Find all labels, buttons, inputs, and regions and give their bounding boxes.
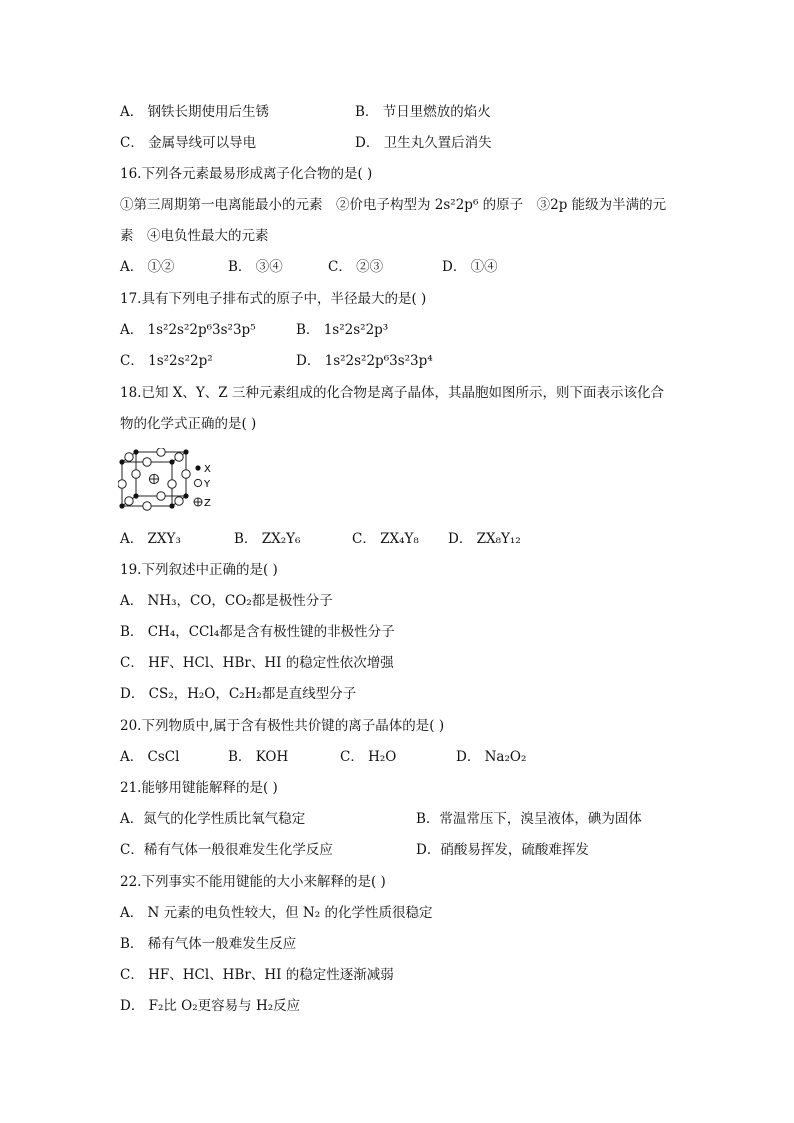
- q16-condition-line1: ①第三周期第一电离能最小的元素 ②价电子构型为 2s²2p⁶ 的原子 ③2p 能级为半满的元: [120, 197, 667, 213]
- q22-option-c: C． HF、HCl、HBr、HI 的稳定性逐渐减弱: [120, 967, 394, 983]
- q16-option-a: A． ①②: [120, 259, 175, 275]
- q21-option-a: A．氮气的化学性质比氧气稳定: [120, 811, 306, 827]
- legend-y-marker: [194, 479, 201, 486]
- q17-option-a: A． 1s²2s²2p⁶3s²3p⁵: [120, 322, 256, 338]
- q21-option-b: B．常温常压下，溴呈液体，碘为固体: [416, 811, 642, 827]
- q18-option-b: B． ZX₂Y₆: [234, 531, 301, 547]
- q15-option-d: D． 卫生丸久置后消失: [355, 135, 492, 151]
- q22-option-b: B． 稀有气体一般难发生反应: [120, 936, 297, 952]
- q18-option-d: D． ZX₈Y₁₂: [448, 531, 521, 547]
- q15-option-b: B． 节日里燃放的焰火: [355, 104, 491, 120]
- q21-option-c: C．稀有气体一般很难发生化学反应: [120, 842, 333, 858]
- q15-option-c: C． 金属导线可以导电: [120, 135, 257, 151]
- q18-option-c: C． ZX₄Y₈: [352, 531, 419, 547]
- q18-option-a: A． ZXY₃: [120, 531, 181, 547]
- q17-option-c: C． 1s²2s²2p²: [120, 353, 213, 369]
- q15-option-a: A． 钢铁长期使用后生锈: [120, 104, 270, 120]
- q20-option-a: A． CsCl: [120, 749, 180, 765]
- q17-option-d: D． 1s²2s²2p⁶3s²3p⁴: [296, 353, 433, 369]
- q22-stem: 22.下列事实不能用键能的大小来解释的是( ): [120, 874, 386, 890]
- legend-y-label: Y: [204, 479, 211, 490]
- q20-option-c: C． H₂O: [340, 749, 397, 765]
- q19-option-d: D． CS₂，H₂O，C₂H₂都是直线型分子: [120, 686, 357, 702]
- q16-option-b: B． ③④: [228, 259, 283, 275]
- q21-option-d: D．硝酸易挥发，硫酸难挥发: [416, 842, 589, 858]
- q18-stem-line1: 18.已知 X、Y、Z 三种元素组成的化合物是离子晶体，其晶胞如图所示，则下面表示该化合: [120, 385, 664, 401]
- legend-x-label: X: [204, 464, 211, 475]
- z-atom: [149, 474, 158, 483]
- crystal-cell-diagram: [118, 448, 228, 514]
- q17-option-b: B． 1s²2s²2p³: [296, 322, 389, 338]
- q20-stem: 20.下列物质中,属于含有极性共价键的离子晶体的是( ): [120, 718, 445, 734]
- q19-option-c: C． HF、HCl、HBr、HI 的稳定性依次增强: [120, 655, 394, 671]
- q22-option-d: D． F₂比 O₂更容易与 H₂反应: [120, 998, 301, 1014]
- q16-option-d: D． ①④: [442, 259, 498, 275]
- legend-x-marker: [195, 465, 200, 470]
- q19-stem: 19.下列叙述中正确的是( ): [120, 562, 278, 578]
- legend-z-label: Z: [204, 498, 211, 509]
- q22-option-a: A． N 元素的电负性较大，但 N₂ 的化学性质很稳定: [120, 905, 433, 921]
- q17-stem: 17.具有下列电子排布式的原子中，半径最大的是( ): [120, 291, 427, 307]
- q19-option-a: A． NH₃，CO，CO₂都是极性分子: [120, 593, 333, 609]
- q16-condition-line2: 素 ④电负性最大的元素: [120, 228, 269, 244]
- q20-option-b: B． KOH: [228, 749, 289, 765]
- q16-stem: 16.下列各元素最易形成离子化合物的是( ): [120, 166, 373, 182]
- q19-option-b: B． CH₄，CCl₄都是含有极性键的非极性分子: [120, 624, 395, 640]
- q20-option-d: D． Na₂O₂: [456, 749, 527, 765]
- q21-stem: 21.能够用键能解释的是( ): [120, 780, 278, 796]
- q16-option-c: C． ②③: [328, 259, 384, 275]
- q18-stem-line2: 物的化学式正确的是( ): [120, 416, 257, 432]
- legend-z-marker: [194, 498, 202, 506]
